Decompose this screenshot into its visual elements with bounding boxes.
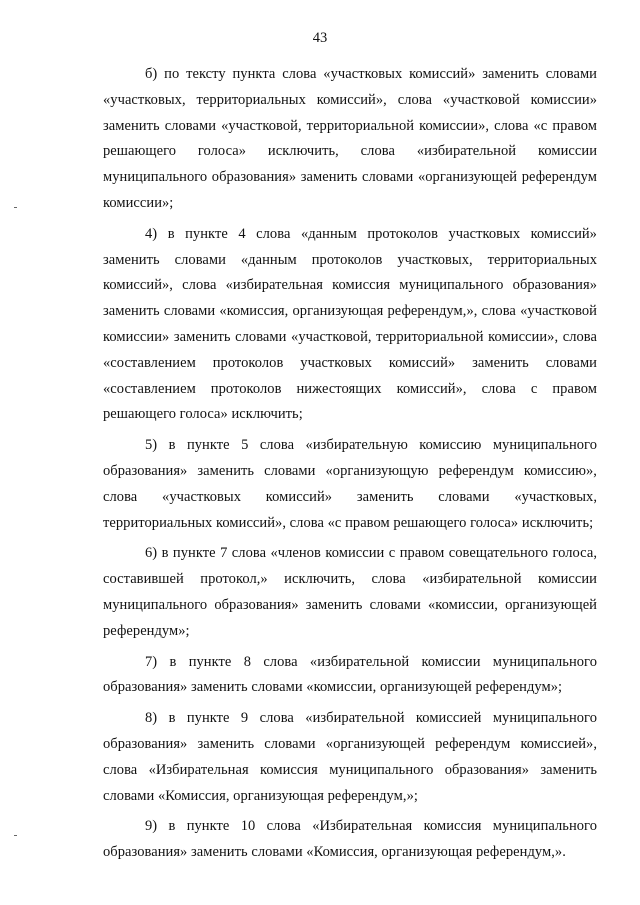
page-number: 43 [312,30,328,46]
paragraph-5: 5) в пункте 5 слова «избирательную комиссию муниципального образования» заменить словами «организующую референдум комиссию», слова «участковых комиссий» заменить словами «участковых, территориальных комиссий», слова «с правом решающего голоса» исключить; [103,437,597,531]
document-body [103,62,597,871]
margin-mark [14,835,17,836]
paragraph-4: 4) в пункте 4 слова «данным протоколов участковых комиссий» заменить словами «данным протоколов участковых, территориальных комиссий», слова «избирательная комиссия муниципального образования» заменить словами «комиссия, организующая референдум,», слова «участковой комиссии» заменить словами «участковой, территориальной комиссии», слова «составлением протоколов участковых комиссий» заменить словами «составлением протоколов нижестоящих комиссий», слова с правом решающего голоса» исключить; [103,225,597,423]
margin-mark [14,207,17,208]
paragraph-8: 8) в пункте 9 слова «избирательной комиссией муниципального образования» заменить словами «организующей референдум комиссией», слова «Избирательная комиссия муниципального образования» заменить словами «Комиссия, организующая референдум,»; [103,710,597,804]
paragraph-7: 7) в пункте 8 слова «избирательной комиссии муниципального образования» заменить словами «комиссии, организующей референдум»; [103,653,597,696]
paragraph-6: 6) в пункте 7 слова «членов комиссии с правом совещательного голоса, составившей протокол,» исключить, слова «избирательной комиссии муниципального образования» заменить словами «комиссии, организующей референдум»; [103,545,597,639]
paragraph-9: 9) в пункте 10 слова «Избирательная комиссия муниципального образования» заменить словами «Комиссия, организующая референдум,». [103,818,597,861]
paragraph-b: б) по тексту пункта слова «участковых комиссий» заменить словами «участковых, территориальных комиссий», слова «участковой комиссии» заменить словами «участковой, территориальной комиссии», слова «с правом решающего голоса» исключить, слова «избирательной комиссии муниципального образования» заменить словами «организующей референдум комиссии»; [103,66,597,211]
